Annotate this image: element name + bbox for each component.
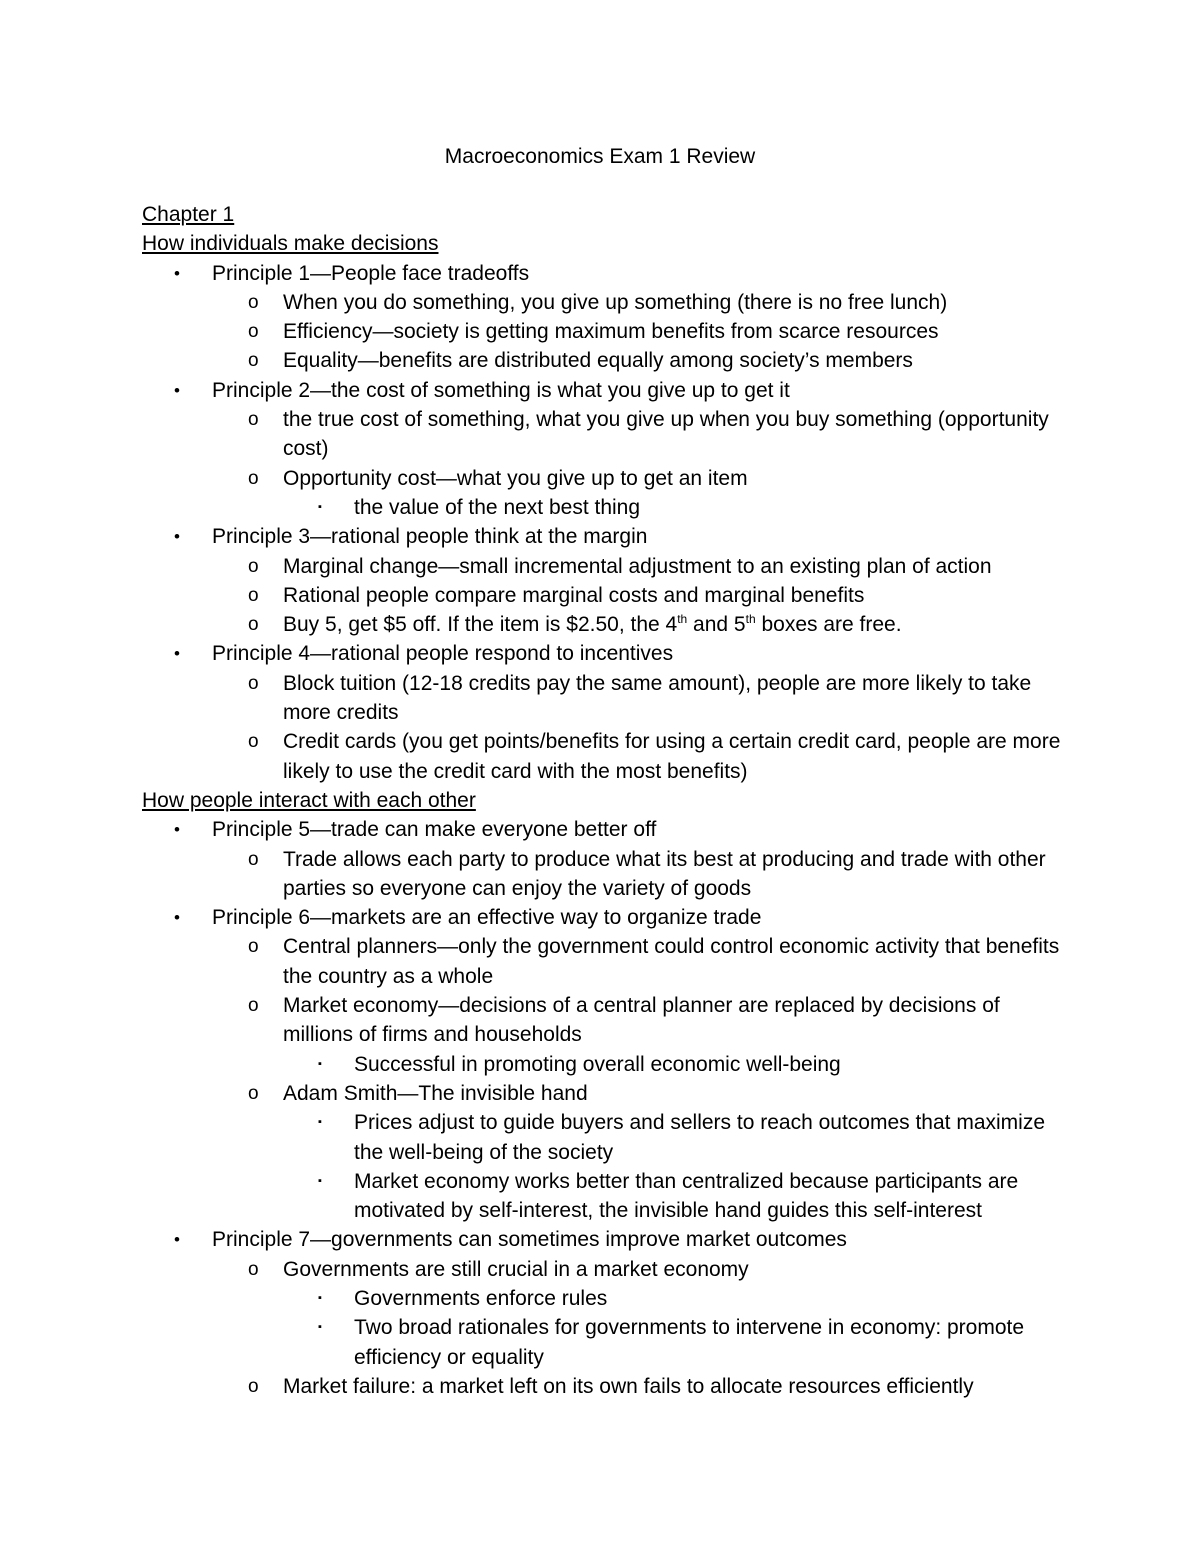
outline-item-text: Market failure: a market left on its own fails to allocate resources efficiently xyxy=(283,1374,974,1398)
outline-item-text: Successful in promoting overall economic well-being xyxy=(354,1052,841,1076)
outline-item-text: Adam Smith—The invisible hand xyxy=(283,1081,588,1105)
text-run: Buy 5, get $5 off. If the item is $2.50, the 4 xyxy=(283,613,678,637)
bullet-marker: • xyxy=(174,908,180,928)
outline-item-level-3 xyxy=(142,1284,1062,1313)
bullet-marker: ▪ xyxy=(318,1291,322,1304)
bullet-marker: o xyxy=(248,409,259,431)
outline-item-level-3 xyxy=(142,493,1062,522)
outline-item-text: Efficiency—society is getting maximum benefits from scarce resources xyxy=(283,320,939,344)
outline-item-text xyxy=(283,613,902,636)
outline-item-level-2 xyxy=(142,932,1062,991)
outline-item-text: Two broad rationales for governments to intervene in economy: promote efficiency or equality xyxy=(354,1316,1025,1369)
bullet-marker: o xyxy=(248,1082,259,1104)
outline-item-text: the true cost of something, what you give up when you buy something (opportunity cost) xyxy=(283,408,1049,461)
bullet-marker: o xyxy=(248,672,259,694)
outline-item-level-2 xyxy=(142,581,1062,610)
outline-item-level-2 xyxy=(142,464,1062,493)
outline-item-level-2 xyxy=(142,405,1062,464)
outline-list xyxy=(142,259,1062,786)
outline-item-text: Principle 3—rational people think at the margin xyxy=(212,525,648,549)
bullet-marker: • xyxy=(174,380,180,400)
bullet-marker: o xyxy=(248,1258,259,1280)
outline-item-level-1 xyxy=(142,376,1062,405)
bullet-marker: o xyxy=(248,995,259,1017)
outline-item-level-3 xyxy=(142,1108,1062,1167)
document-body xyxy=(142,200,1062,1401)
outline-item-level-2 xyxy=(142,669,1062,728)
section-heading: How people interact with each other xyxy=(142,788,476,812)
text-run: boxes are free. xyxy=(755,613,902,637)
bullet-marker: ▪ xyxy=(318,1116,322,1129)
outline-item-level-2 xyxy=(142,727,1062,786)
outline-item-text: Rational people compare marginal costs and marginal benefits xyxy=(283,583,865,607)
bullet-marker: o xyxy=(248,291,259,313)
bullet-marker: o xyxy=(248,731,259,753)
bullet-marker: o xyxy=(248,321,259,343)
outline-item-text: Principle 6—markets are an effective way to organize trade xyxy=(212,906,762,930)
outline-item-level-2 xyxy=(142,845,1062,904)
outline-item-level-1 xyxy=(142,259,1062,288)
outline-item-level-2 xyxy=(142,552,1062,581)
outline-item-text: Marginal change—small incremental adjustment to an existing plan of action xyxy=(283,554,992,578)
outline-item-text: the value of the next best thing xyxy=(354,495,641,519)
outline-item-text: Credit cards (you get points/benefits for using a certain credit card, people are more likely to use the credit card with the most benefits) xyxy=(283,730,1061,783)
outline-item-level-3 xyxy=(142,1050,1062,1079)
bullet-marker: • xyxy=(174,1230,180,1250)
outline-item-level-2 xyxy=(142,1372,1062,1401)
outline-item-level-2 xyxy=(142,1255,1062,1284)
outline-item-level-2 xyxy=(142,610,1062,639)
outline-item-level-1 xyxy=(142,639,1062,668)
outline-item-level-1 xyxy=(142,815,1062,844)
outline-item-text: Principle 5—trade can make everyone better off xyxy=(212,818,657,842)
section-heading: How individuals make decisions xyxy=(142,232,439,256)
outline-item-text: Principle 1—People face tradeoffs xyxy=(212,261,530,285)
bullet-marker: ▪ xyxy=(318,1057,322,1070)
bullet-marker: o xyxy=(248,848,259,870)
bullet-marker: • xyxy=(174,820,180,840)
outline-item-text: Market economy works better than centralized because participants are motivated by self-interest, the invisible hand guides this self-interest xyxy=(354,1169,1019,1223)
outline-item-text: When you do something, you give up something (there is no free lunch) xyxy=(283,290,948,314)
outline-item-level-3 xyxy=(142,1313,1062,1372)
bullet-marker: o xyxy=(248,467,259,489)
text-run: and 5 xyxy=(687,613,746,637)
bullet-marker: • xyxy=(174,263,180,283)
bullet-marker: o xyxy=(248,614,259,636)
outline-item-text: Equality—benefits are distributed equally among society’s members xyxy=(283,349,913,373)
outline-item-level-2 xyxy=(142,991,1062,1050)
outline-item-text: Governments are still crucial in a market economy xyxy=(283,1257,749,1281)
outline-item-text: Trade allows each party to produce what its best at producing and trade with other parties so everyone can enjoy the variety of goods xyxy=(283,847,1046,900)
bullet-marker: o xyxy=(248,555,259,577)
chapter-heading: Chapter 1 xyxy=(142,203,235,226)
bullet-marker: ▪ xyxy=(318,1174,322,1187)
outline-item-level-1 xyxy=(142,522,1062,551)
bullet-marker: o xyxy=(248,350,259,372)
outline-item-level-1 xyxy=(142,1225,1062,1254)
outline-item-text: Principle 4—rational people respond to incentives xyxy=(212,642,674,666)
outline-item-text: Prices adjust to guide buyers and sellers to reach outcomes that maximize the well-being of the society xyxy=(354,1111,1046,1164)
ordinal-suffix: th xyxy=(677,612,688,627)
outline-item-text: Opportunity cost—what you give up to get an item xyxy=(283,466,748,490)
outline-item-level-2 xyxy=(142,317,1062,346)
outline-list xyxy=(142,815,1062,1401)
ordinal-suffix: th xyxy=(745,612,756,627)
bullet-marker: ▪ xyxy=(318,500,322,513)
bullet-marker: o xyxy=(248,584,259,606)
outline-item-text: Market economy—decisions of a central planner are replaced by decisions of millions of firms and households xyxy=(283,994,1000,1047)
bullet-marker: • xyxy=(174,644,180,664)
outline-item-level-2 xyxy=(142,346,1062,375)
sections-container xyxy=(142,229,1062,1401)
outline-item-level-2 xyxy=(142,1079,1062,1108)
document-title: Macroeconomics Exam 1 Review xyxy=(444,145,756,168)
outline-item-text: Central planners—only the government could control economic activity that benefits the country as a whole xyxy=(283,935,1060,988)
bullet-marker: • xyxy=(174,527,180,547)
outline-item-text: Governments enforce rules xyxy=(354,1286,608,1310)
outline-item-text: Block tuition (12-18 credits pay the same amount), people are more likely to take more credits xyxy=(283,671,1032,725)
bullet-marker: o xyxy=(248,1375,259,1397)
outline-item-text: Principle 7—governments can sometimes improve market outcomes xyxy=(212,1228,847,1252)
bullet-marker: o xyxy=(248,936,259,958)
outline-item-text: Principle 2—the cost of something is what you give up to get it xyxy=(212,378,790,402)
outline-item-level-1 xyxy=(142,903,1062,932)
outline-item-level-3 xyxy=(142,1167,1062,1226)
outline-item-level-2 xyxy=(142,288,1062,317)
bullet-marker: ▪ xyxy=(318,1321,322,1334)
